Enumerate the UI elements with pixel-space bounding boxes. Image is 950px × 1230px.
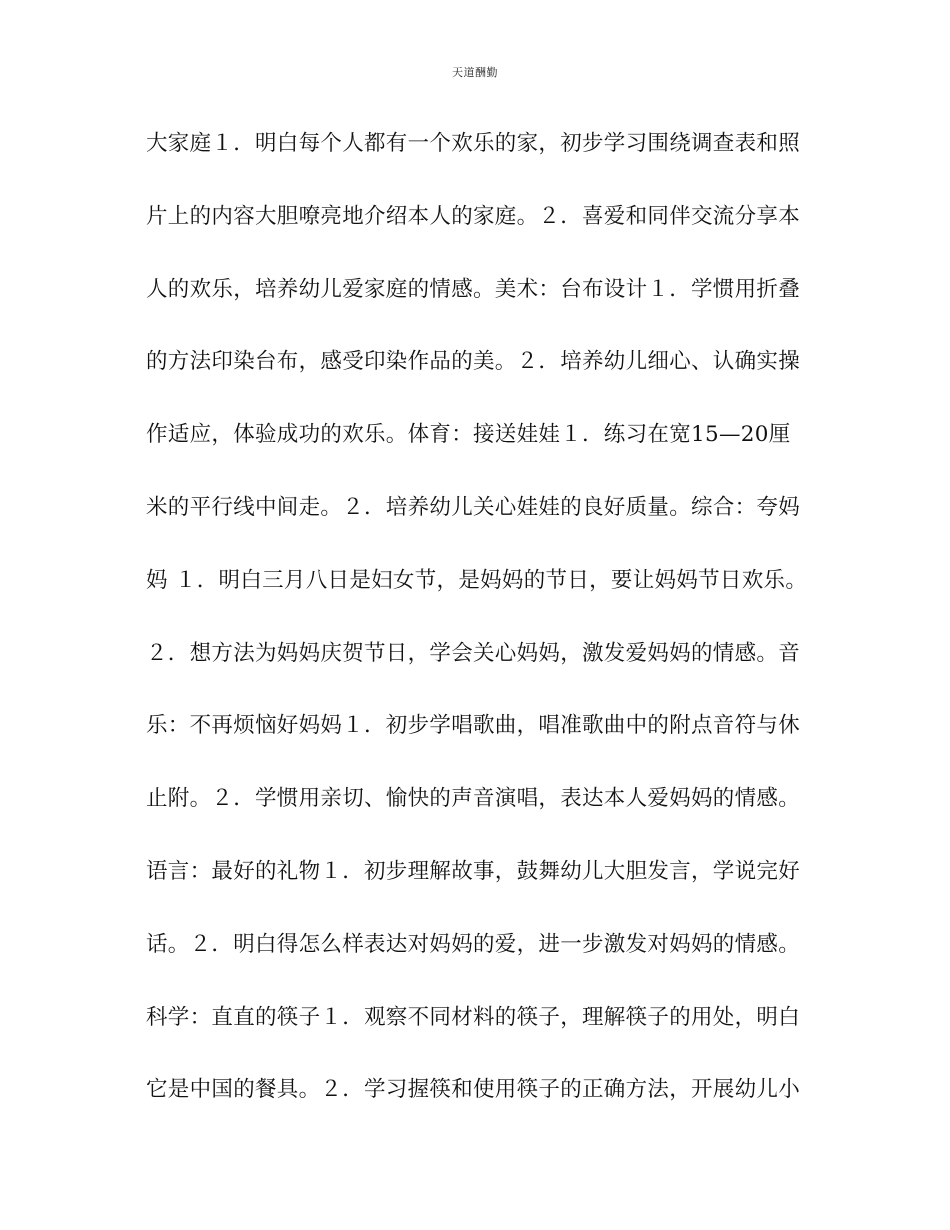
text-line: ２．想方法为妈妈庆贺节日，学会关心妈妈，激发爱妈妈的情感。音 xyxy=(146,640,801,666)
text-line: 乐：不再烦恼好妈妈１．初步学唱歌曲，唱准歌曲中的附点音符与休 xyxy=(146,713,801,739)
text-line: 科学：直直的筷子１．观察不同材料的筷子，理解筷子的用处，明白 xyxy=(146,1004,801,1030)
text-line: 妈 １．明白三月八日是妇女节，是妈妈的节日，要让妈妈节日欢乐。 xyxy=(146,567,808,593)
body-text xyxy=(146,124,806,1143)
page-header: 天道酬勤 xyxy=(452,66,498,79)
text-line: 它是中国的餐具。２．学习握筷和使用筷子的正确方法，开展幼儿小 xyxy=(146,1077,801,1103)
text-line: 话。２．明白得怎么样表达对妈妈的爱，进一步激发对妈妈的情感。 xyxy=(146,931,801,957)
text-line: 的方法印染台布，感受印染作品的美。２．培养幼儿细心、认确实操 xyxy=(146,349,801,375)
text-line: 语言：最好的礼物１．初步理解故事，鼓舞幼儿大胆发言，学说完好 xyxy=(146,858,801,884)
text-line: 大家庭１．明白每个人都有一个欢乐的家，初步学习围绕调查表和照 xyxy=(146,131,801,156)
text-line: 人的欢乐，培养幼儿爱家庭的情感。美术：台布设计１．学惯用折叠 xyxy=(146,276,801,302)
text-line: 作适应，体验成功的欢乐。体育：接送娃娃１．练习在宽15—20厘 xyxy=(146,422,791,448)
text-line: 米的平行线中间走。２．培养幼儿关心娃娃的良好质量。综合：夸妈 xyxy=(146,494,801,520)
text-line: 片上的内容大胆嘹亮地介绍本人的家庭。２．喜爱和同伴交流分享本 xyxy=(146,203,801,229)
text-line: 止附。２．学惯用亲切、愉快的声音演唱，表达本人爱妈妈的情感。 xyxy=(146,786,801,812)
